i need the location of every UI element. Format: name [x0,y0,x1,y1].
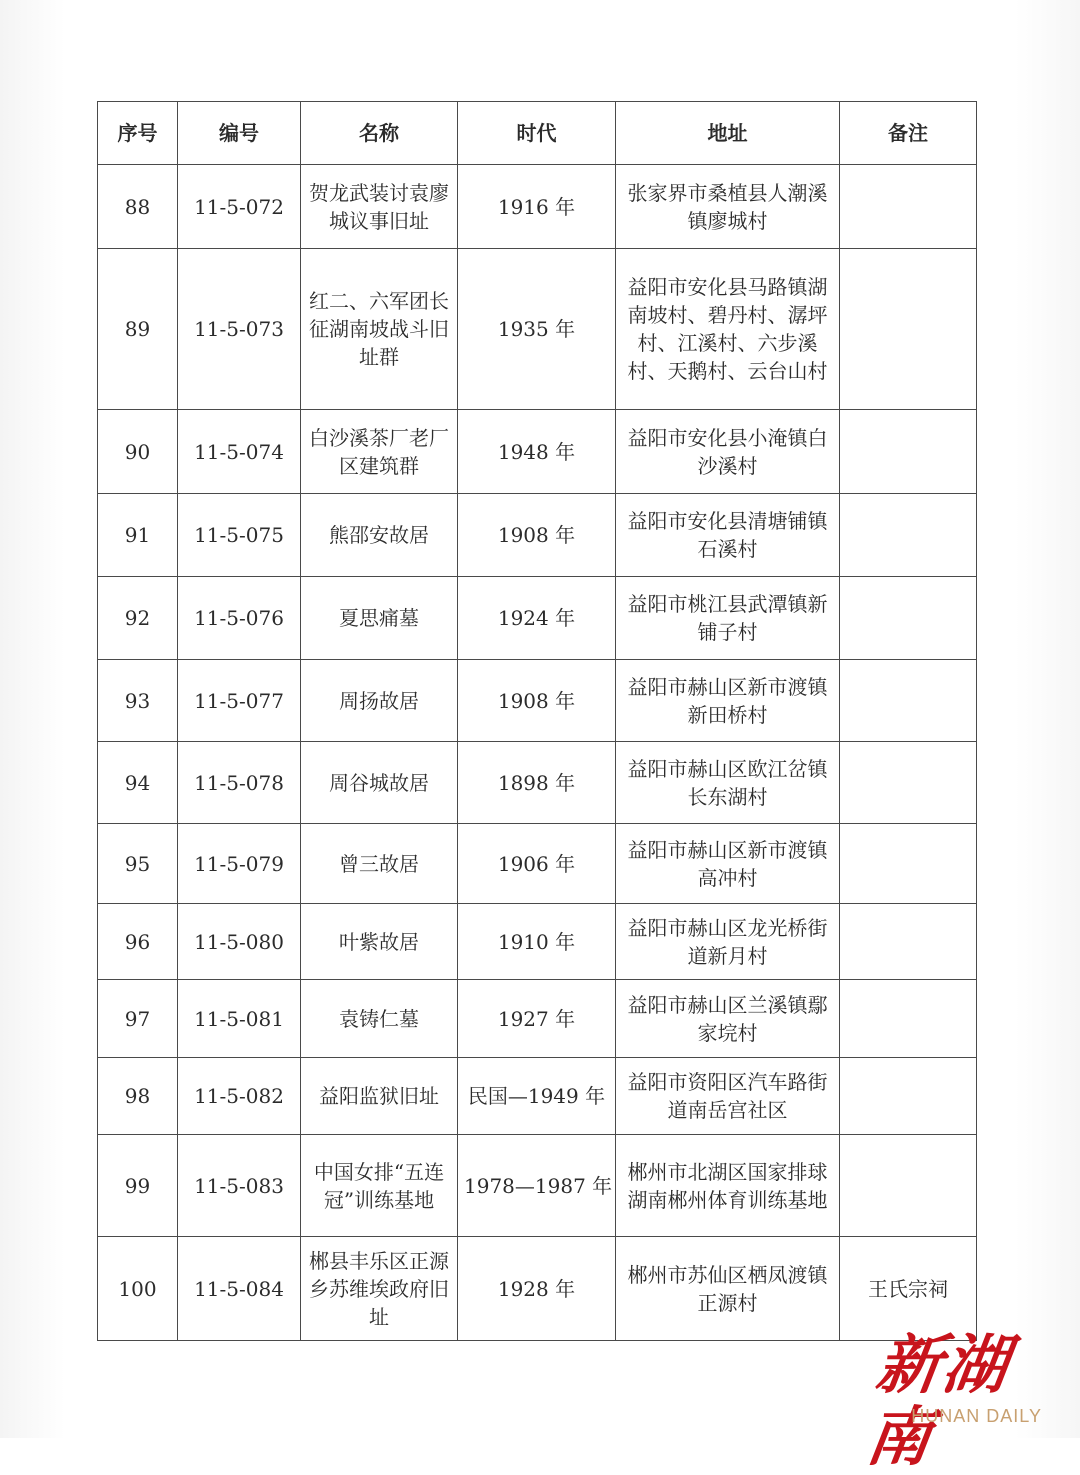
cell-code: 11-5-079 [178,824,301,904]
cell-address: 益阳市安化县马路镇湖南坡村、碧丹村、潺坪村、江溪村、六步溪村、天鹅村、云台山村 [616,249,840,410]
cell-serial: 98 [98,1058,178,1135]
cell-address: 郴州市苏仙区栖凤渡镇正源村 [616,1237,840,1341]
cell-code: 11-5-076 [178,577,301,660]
cell-serial: 99 [98,1135,178,1237]
table-row [98,1237,977,1341]
cell-name: 红二、六军团长征湖南坡战斗旧址群 [301,249,458,410]
cell-address: 益阳市资阳区汽车路街道南岳宫社区 [616,1058,840,1135]
table-row [98,249,977,410]
table-row [98,165,977,249]
table-row [98,577,977,660]
table-row [98,742,977,824]
cell-era: 1927 年 [458,980,616,1058]
cell-code: 11-5-078 [178,742,301,824]
table-row [98,410,977,494]
cell-era: 1978—1987 年 [458,1135,616,1237]
cell-address: 益阳市桃江县武潭镇新铺子村 [616,577,840,660]
header-code: 编号 [178,102,301,165]
cell-era: 1898 年 [458,742,616,824]
cell-serial: 91 [98,494,178,577]
cell-name: 熊邵安故居 [301,494,458,577]
cell-note [840,1058,977,1135]
cell-note [840,742,977,824]
table-row [98,494,977,577]
logo-english-text: HUNAN DAILY [911,1406,1042,1426]
cell-era: 民国—1949 年 [458,1058,616,1135]
cell-note [840,165,977,249]
cell-serial: 100 [98,1237,178,1341]
cell-code: 11-5-082 [178,1058,301,1135]
cell-era: 1916 年 [458,165,616,249]
cell-serial: 92 [98,577,178,660]
cell-address: 郴州市北湖区国家排球湖南郴州体育训练基地 [616,1135,840,1237]
cell-address: 益阳市安化县小淹镇白沙溪村 [616,410,840,494]
cell-code: 11-5-080 [178,904,301,980]
cell-note [840,1135,977,1237]
cell-code: 11-5-077 [178,660,301,742]
cell-serial: 89 [98,249,178,410]
table-row [98,980,977,1058]
cell-code: 11-5-084 [178,1237,301,1341]
cell-address: 益阳市赫山区兰溪镇鄢家垸村 [616,980,840,1058]
hunan-daily-logo [861,1328,1062,1475]
cell-name: 益阳监狱旧址 [301,1058,458,1135]
cell-name: 周谷城故居 [301,742,458,824]
cell-era: 1924 年 [458,577,616,660]
cell-code: 11-5-073 [178,249,301,410]
cell-name: 贺龙武装讨袁廖城议事旧址 [301,165,458,249]
cell-serial: 93 [98,660,178,742]
cell-era: 1906 年 [458,824,616,904]
cell-era: 1908 年 [458,660,616,742]
cell-serial: 94 [98,742,178,824]
cell-name: 叶紫故居 [301,904,458,980]
cell-name: 郴县丰乐区正源乡苏维埃政府旧址 [301,1237,458,1341]
header-note: 备注 [840,102,977,165]
cell-note [840,410,977,494]
table-row [98,904,977,980]
cell-note [840,980,977,1058]
header-era: 时代 [458,102,616,165]
table-header-row [98,102,977,165]
cell-code: 11-5-081 [178,980,301,1058]
header-address: 地址 [616,102,840,165]
table-row [98,1135,977,1237]
table-row [98,660,977,742]
cell-code: 11-5-074 [178,410,301,494]
cell-era: 1910 年 [458,904,616,980]
cell-serial: 95 [98,824,178,904]
cell-serial: 97 [98,980,178,1058]
header-name: 名称 [301,102,458,165]
cell-name: 中国女排“五连冠”训练基地 [301,1135,458,1237]
cell-era: 1948 年 [458,410,616,494]
cell-address: 益阳市赫山区龙光桥街道新月村 [616,904,840,980]
cell-name: 曾三故居 [301,824,458,904]
logo-chinese-text: 新湖南 [861,1328,1015,1475]
cell-address: 张家界市桑植县人潮溪镇廖城村 [616,165,840,249]
table-row [98,1058,977,1135]
cell-era: 1908 年 [458,494,616,577]
cell-name: 夏思痛墓 [301,577,458,660]
cell-name: 白沙溪茶厂老厂区建筑群 [301,410,458,494]
cell-note [840,660,977,742]
table-row [98,824,977,904]
cell-serial: 96 [98,904,178,980]
cell-serial: 90 [98,410,178,494]
cell-code: 11-5-083 [178,1135,301,1237]
cell-address: 益阳市安化县清塘铺镇石溪村 [616,494,840,577]
cell-note [840,904,977,980]
heritage-table [97,101,977,1341]
cell-note: 王氏宗祠 [840,1237,977,1341]
cell-name: 袁铸仁墓 [301,980,458,1058]
cell-era: 1928 年 [458,1237,616,1341]
cell-name: 周扬故居 [301,660,458,742]
cell-note [840,494,977,577]
cell-serial: 88 [98,165,178,249]
cell-note [840,824,977,904]
cell-era: 1935 年 [458,249,616,410]
cell-code: 11-5-075 [178,494,301,577]
header-serial: 序号 [98,102,178,165]
cell-address: 益阳市赫山区新市渡镇新田桥村 [616,660,840,742]
cell-note [840,577,977,660]
cell-address: 益阳市赫山区新市渡镇高冲村 [616,824,840,904]
cell-code: 11-5-072 [178,165,301,249]
cell-note [840,249,977,410]
cell-address: 益阳市赫山区欧江岔镇长东湖村 [616,742,840,824]
